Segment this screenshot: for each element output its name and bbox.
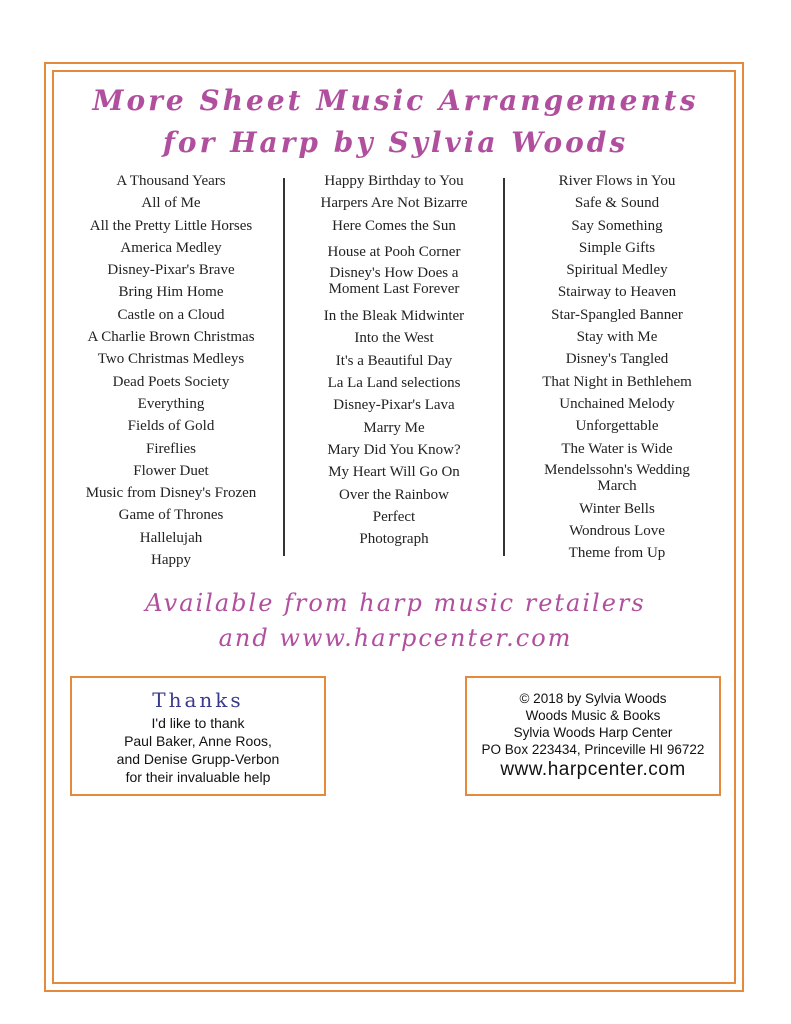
thanks-box xyxy=(70,676,326,796)
list-item: Simple Gifts xyxy=(578,239,656,256)
list-item: Music from Disney's Frozen xyxy=(85,485,257,502)
list-item: Flower Duet xyxy=(133,462,209,479)
postal-address: PO Box 223434, Princeville HI 96722 xyxy=(481,742,705,757)
list-item: In the Bleak Midwinter xyxy=(323,308,465,325)
list-item: La La Land selections xyxy=(327,375,461,392)
list-item: Into the West xyxy=(354,330,434,347)
list-item: That Night in Bethlehem xyxy=(542,373,692,390)
list-item: Here Comes the Sun xyxy=(332,217,456,234)
list-item: Theme from Up xyxy=(568,545,666,562)
list-item: Bring Him Home xyxy=(118,284,224,301)
list-item: America Medley xyxy=(120,239,222,256)
list-item: Castle on a Cloud xyxy=(117,306,225,323)
list-item: House at Pooh Corner xyxy=(327,243,461,260)
list-item: The Water is Wide xyxy=(561,440,673,457)
list-item: Fireflies xyxy=(146,440,196,457)
list-item: It's a Beautiful Day xyxy=(335,352,453,369)
list-item: Perfect xyxy=(372,508,416,525)
availability-note xyxy=(0,586,791,656)
list-item: Say Something xyxy=(571,217,663,234)
list-item: Two Christmas Medleys xyxy=(97,351,245,368)
list-item: Marry Me xyxy=(363,419,425,436)
website-url: www.harpcenter.com xyxy=(500,759,686,780)
title-list-column-3 xyxy=(514,170,720,565)
list-item: Mendelssohn's Wedding March xyxy=(544,461,690,494)
list-item: Hallelujah xyxy=(139,529,203,546)
list-item: My Heart Will Go On xyxy=(328,464,460,481)
title-list-column-2 xyxy=(294,170,494,550)
list-item: Stairway to Heaven xyxy=(557,284,677,301)
list-item: Spiritual Medley xyxy=(566,262,668,279)
list-item: Photograph xyxy=(359,531,429,548)
title-list-column-1 xyxy=(66,170,276,571)
list-item: A Thousand Years xyxy=(116,173,226,189)
availability-line-1: Available from harp music retailers xyxy=(145,589,646,617)
contact-box xyxy=(465,676,721,796)
thanks-text xyxy=(72,714,324,786)
list-item: All of Me xyxy=(141,195,201,212)
list-item: River Flows in You xyxy=(558,173,676,189)
list-item: Happy xyxy=(151,552,191,569)
list-item: Star-Spangled Banner xyxy=(551,306,683,323)
copyright-text: © 2018 by Sylvia Woods xyxy=(519,691,667,706)
contact-details xyxy=(467,690,719,758)
thanks-line: for their invaluable help xyxy=(125,769,271,785)
thanks-heading: Thanks xyxy=(152,688,244,712)
list-item: Winter Bells xyxy=(579,500,655,517)
list-item: Over the Rainbow xyxy=(339,486,449,503)
harp-center-name: Sylvia Woods Harp Center xyxy=(513,725,673,740)
column-divider-2 xyxy=(503,178,505,556)
availability-line-2: and www.harpcenter.com xyxy=(218,624,573,652)
list-item: Dead Poets Society xyxy=(112,373,230,390)
list-item: Happy Birthday to You xyxy=(324,173,464,189)
company-name: Woods Music & Books xyxy=(525,708,661,723)
list-item: Fields of Gold xyxy=(127,418,215,435)
list-item: Game of Thrones xyxy=(118,507,224,524)
list-item: A Charlie Brown Christmas xyxy=(87,329,255,346)
list-item: Disney-Pixar's Lava xyxy=(333,397,455,414)
thanks-line: I'd like to thank xyxy=(151,715,245,731)
title-line-2: for Harp by Sylvia Woods xyxy=(162,126,629,159)
column-divider-1 xyxy=(283,178,285,556)
title-line-1: More Sheet Music Arrangements xyxy=(92,84,699,117)
list-item: Harpers Are Not Bizarre xyxy=(320,195,468,212)
list-item: Unforgettable xyxy=(575,418,659,435)
list-item: Disney's Tangled xyxy=(565,351,669,368)
list-item: Stay with Me xyxy=(576,329,658,346)
thanks-line: Paul Baker, Anne Roos, xyxy=(124,733,272,749)
list-item: Mary Did You Know? xyxy=(327,441,461,458)
list-item: Unchained Melody xyxy=(559,395,675,412)
list-item: Disney-Pixar's Brave xyxy=(107,262,235,279)
list-item: Safe & Sound xyxy=(574,195,660,212)
list-item: All the Pretty Little Horses xyxy=(89,217,253,234)
list-item: Wondrous Love xyxy=(569,523,665,540)
thanks-line: and Denise Grupp-Verbon xyxy=(116,751,280,767)
page-title xyxy=(0,80,791,164)
list-item: Everything xyxy=(137,395,205,412)
list-item: Disney's How Does a Moment Last Forever xyxy=(328,265,460,298)
